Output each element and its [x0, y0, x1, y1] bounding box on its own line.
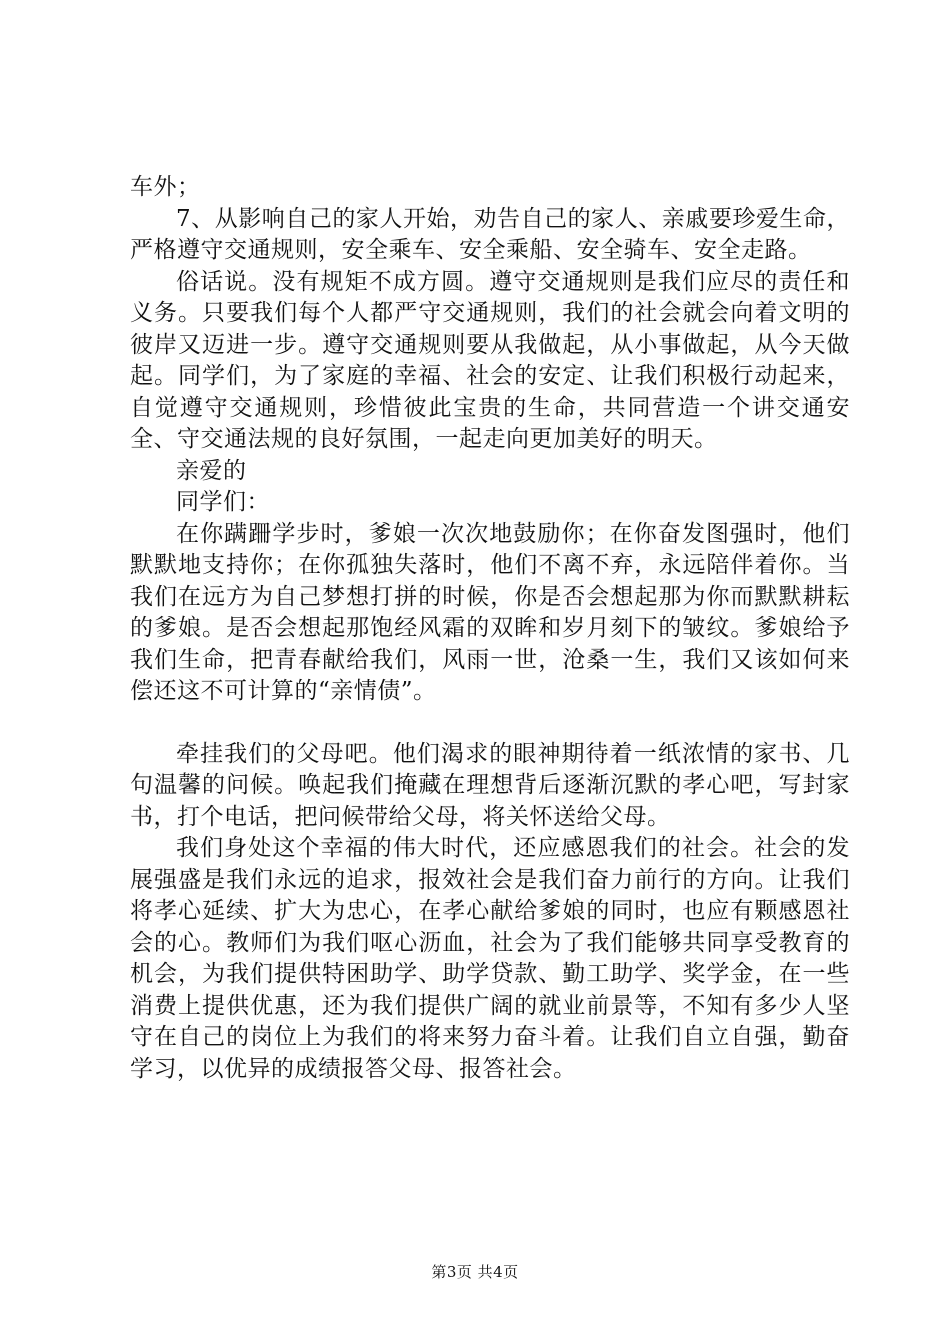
salutation-line-1: 亲爱的 — [176, 457, 247, 484]
paragraph-society: 我们身处这个幸福的伟大时代，还应感恩我们的社会。社会的发展强盛是我们永远的追求，报效社会是我们奋力前行的方向。让我们将孝心延续、扩大为忠心，在孝心献给爹娘的同时，也应有颗感恩社会的心。教师们为我们呕心沥血，社会为了我们能够共同享受教育的机会，为我们提供特困助学、助学贷款、勤工助学、奖学金，在一些消费上提供优惠，还为我们提供广阔的就业前景等，不知有多少人坚守在自己的岗位上为我们的将来努力奋斗着。让我们自立自强，勤奋学习，以优异的成绩报答父母、报答社会。 — [130, 835, 850, 1082]
paragraph-care-parents: 牵挂我们的父母吧。他们渴求的眼神期待着一纸浓情的家书、几句温馨的问候。唤起我们掩藏在理想背后逐渐沉默的孝心吧，写封家书，打个电话，把问候带给父母，将关怀送给父母。 — [130, 740, 850, 830]
paragraph-item-7: 7、从影响自己的家人开始，劝告自己的家人、亲戚要珍爱生命，严格遵守交通规则，安全乘车、安全乘船、安全骑车、安全走路。 — [130, 205, 850, 263]
page-number-footer: 第3页 共4页 — [431, 1263, 519, 1281]
salutation-line-2: 同学们： — [176, 489, 270, 515]
paragraph-continuation: 车外； — [130, 174, 201, 200]
paragraph-parents: 在你蹒跚学步时，爹娘一次次地鼓励你；在你奋发图强时，他们默默地支持你；在你孤独失落时，他们不离不弃，永远陪伴着你。当我们在远方为自己梦想打拼的时候，你是否会想起那为你而默默耕耘的爹娘。是否会想起那饱经风霜的双眸和岁月刻下的皱纹。爹娘给予我们生命，把青春献给我们，风雨一世，沧桑一生，我们又该如何来偿还这不可计算的“亲情债”。 — [130, 520, 850, 704]
document-body — [130, 172, 850, 1085]
paragraph-proverb: 俗话说。没有规矩不成方圆。遵守交通规则是我们应尽的责任和义务。只要我们每个人都严守交通规则，我们的社会就会向着文明的彼岸又迈进一步。遵守交通规则要从我做起，从小事做起，从今天做起。同学们，为了家庭的幸福、社会的安定、让我们积极行动起来，自觉遵守交通规则，珍惜彼此宝贵的生命，共同营造一个讲交通安全、守交通法规的良好氛围，一起走向更加美好的明天。 — [130, 268, 850, 452]
